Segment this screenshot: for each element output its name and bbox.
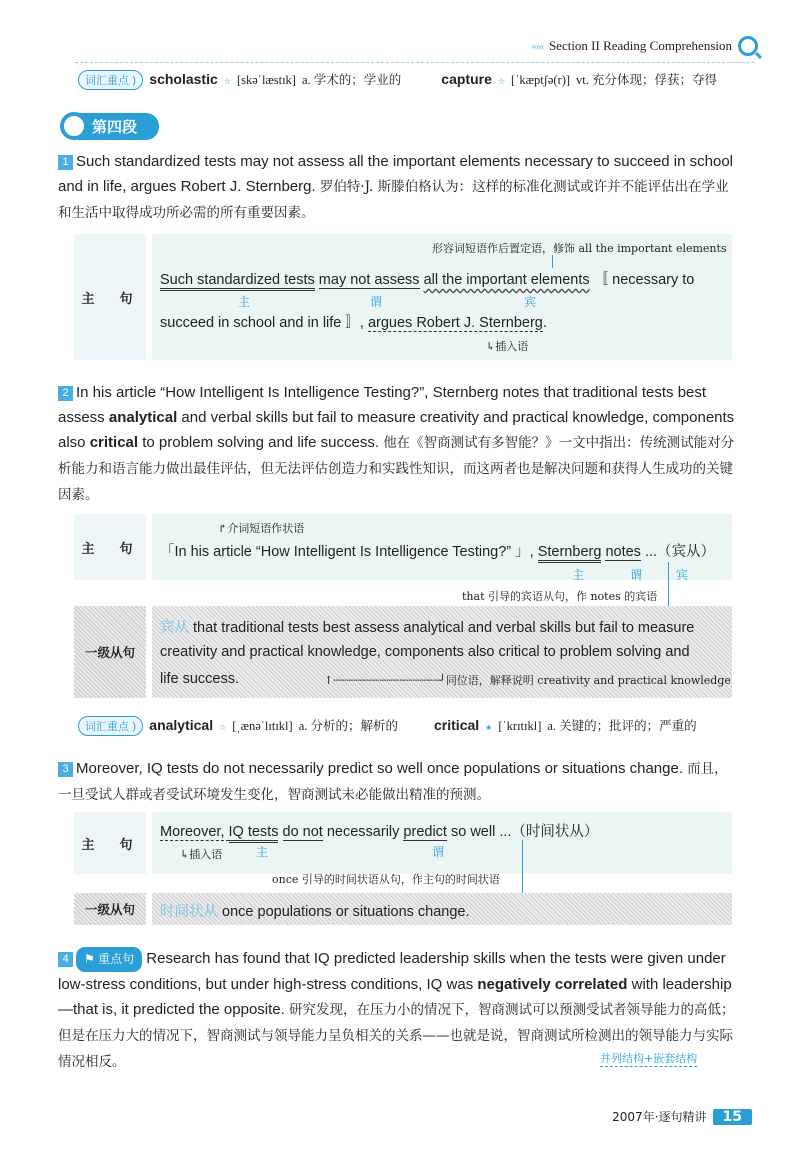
sentence-3 [58,756,740,808]
role-subject: 主 [238,295,251,309]
vocab-row-2 [78,716,697,736]
insert-label: 插入语 [189,848,223,861]
clause-label-main: 主 句 [74,812,146,874]
period: . [542,315,547,331]
modifier: succeed in school and in life 〛, [160,315,368,331]
subject: Such standardized tests [160,272,315,291]
page-number: 15 [713,1109,752,1125]
annotation-note: that 引导的宾语从句，作 notes 的宾语 [462,590,658,603]
vocab-phonetic: [ˌænəˈlɪtɪkl] [232,719,293,733]
vocab-phonetic: [ˈkæptʃə(r)] [511,73,571,87]
vocab-definition: vt. 充分体现；俘获；夺得 [576,73,718,87]
star-icon: ☆ [497,77,506,86]
search-icon [60,112,88,140]
page-footer [612,1108,752,1125]
vocab-word: capture [441,71,492,87]
sentence-1 [58,149,740,226]
modifier: 〚 necessary to [593,272,695,288]
vocab-word: critical [434,717,480,733]
object-clause-ref: ...（宾从） [640,544,716,560]
star-icon: ☆ [223,77,231,86]
key-sentence-badge: ⚑ 重点句 [76,947,142,972]
clause-ref: so well ...（时间状从） [446,824,599,840]
sentence-english: with leadership—that is, it predicted the opposite. [58,976,732,1018]
role-predicate: 谓 [630,568,643,582]
section-label: 第四段 [78,113,159,140]
analysis-sentence-line2 [160,311,547,332]
star-icon: ★ [485,723,493,732]
role-subject: 主 [572,568,585,582]
star-icon: ☆ [219,723,227,732]
sentence-chinese: 他在《智商测试有多智能？》一文中指出：传统测试能对分析能力和语言能力做出最佳评估，但无法评估创造力和实践性知识，而这两者也是解决问题和获得人生成功的关键因素。 [58,435,735,503]
parenthesis: argues Robert J. Sternberg [367,315,543,331]
sentence-english: Such standardized tests may not assess all the important elements necessary to succeed in school and in life, argues Robert J. Sternberg. [58,153,734,195]
clause-line3: life success. [160,671,239,687]
role-object: 宾 [524,295,537,309]
annotation-appositive: ↑┄┄┄┄┄┄┄┄┄┄┄┄┄┄┄┄┘同位语，解释说明 creativity and practical knowledge [324,674,731,687]
parenthesis: Moreover, [160,824,229,840]
sentence-chinese: 研究发现，在压力小的情况下，智商测试可以预测受试者领导能力的高低；但是在压力大的情况下，智商测试与领导能力呈负相关的关系——也就是说，智商测试所检测出的领导能力与实际情况相反。 [58,1002,735,1070]
adverb: necessarily [322,824,404,840]
vocab-tag: 词汇重点 ) [78,70,143,90]
annotation-insert: ↳插入语 [180,848,223,861]
vocab-definition: a. 学术的；学业的 [301,73,402,87]
sentence-chinese: 罗伯特·J. 斯滕伯格认为：这样的标准化测试或许并不能评估出在学业和生活中取得成功所必需的所有重要因素。 [58,179,729,221]
vocab-word: scholastic [149,71,218,87]
vocab-definition: a. 分析的；解析的 [298,719,399,733]
sentence-english: and verbal skills but fail to measure creativity and practical knowledge, components also [58,409,735,451]
annotation-note: 形容词短语作后置定语，修饰 all the important elements [432,242,727,255]
adverbial: 「In his article “How Intelligent Is Intelligence Testing?” 」, [160,544,538,560]
header-title: Section II Reading Comprehension [548,38,732,53]
annotation-note: ↱介词短语作状语 [218,522,305,535]
header-divider [75,62,755,63]
analysis-sentence-line1 [160,268,694,289]
page-header [531,36,758,56]
subject: Sternberg [538,544,602,563]
clause-label-main: 主 句 [74,234,146,360]
sentence-number: 1 [58,155,73,170]
predicate: may not assess [318,272,420,288]
sentence-english: Moreover, IQ tests do not necessarily predict so well once populations or situations change. [76,760,683,777]
magnifier-icon [738,36,758,56]
note-text: 同位语，解释说明 creativity and practical knowledge [445,674,731,687]
arrow-line [552,255,553,268]
clause-tag: 宾从 [160,620,189,636]
sentence-english: In his article “How Intelligent Is Intelligence Testing?”, Sternberg notes that traditional tests best assess [58,384,707,426]
clause-label-sub: 一级从句 [74,893,146,925]
footer-label: 2007年·逐句精讲 [612,1110,707,1124]
clause-text: once populations or situations change. [218,904,470,920]
badge-text: 重点句 [98,952,135,966]
clause-line [160,900,470,921]
sentence-number: 4 [58,952,73,967]
note-text: 介词短语作状语 [227,522,305,535]
role-object: 宾 [676,568,689,582]
vocab-definition: a. 关键的；批评的；严重的 [547,719,697,733]
clause-label-sub: 一级从句 [74,606,146,698]
analysis-sentence [160,820,598,841]
vocab-row-1 [78,70,717,90]
sentence-english: to problem solving and life success. [138,434,380,451]
predicate: do not [282,824,323,840]
chevrons-icon: ‹‹‹‹‹ [531,38,543,53]
vocab-phonetic: [skəˈlæstɪk] [236,73,296,87]
structure-note: 并列结构+嵌套结构 [600,1052,698,1065]
sentence-number: 3 [58,762,73,777]
role-subject: 主 [256,845,269,859]
sentence-number: 2 [58,386,73,401]
vocab-tag: 词汇重点 ) [78,716,143,736]
object: all the important elements [423,272,590,288]
clause-text: that traditional tests best assess analytical and verbal skills but fail to measure [189,620,695,636]
vocab-word: analytical [149,717,214,733]
sentence-english: Research has found that IQ predicted leadership skills when the tests were given under low-stress conditions, but under high-stress conditions, IQ was [58,950,726,993]
clause-label-main: 主 句 [74,514,146,580]
role-predicate: 谓 [370,295,383,309]
predicate: notes [605,544,641,560]
annotation-note: once 引导的时间状语从句，作主句的时间状语 [272,873,500,886]
arrow-line [522,840,523,894]
keyword: critical [89,434,139,451]
clause-line1 [160,616,694,637]
keyword: analytical [108,409,178,426]
subject: IQ tests [229,824,279,843]
keyword: negatively correlated [477,976,628,993]
section-badge [60,113,159,139]
insert-label: 插入语 [495,340,529,353]
sentence-2 [58,380,740,508]
clause-line2: creativity and practical knowledge, components also critical to problem solving and [160,644,690,660]
predicate: predict [403,824,447,840]
analysis-sentence-line1 [160,540,715,561]
annotation-insert: ↳插入语 [486,340,529,353]
vocab-phonetic: [ˈkrɪtɪkl] [498,719,542,733]
sentence-chinese: 而且，一旦受试人群或者受试环境发生变化，智商测试未必能做出精准的预测。 [58,761,728,803]
clause-tag: 时间状从 [160,904,218,920]
arrow-line [668,562,669,606]
role-predicate: 谓 [432,845,445,859]
